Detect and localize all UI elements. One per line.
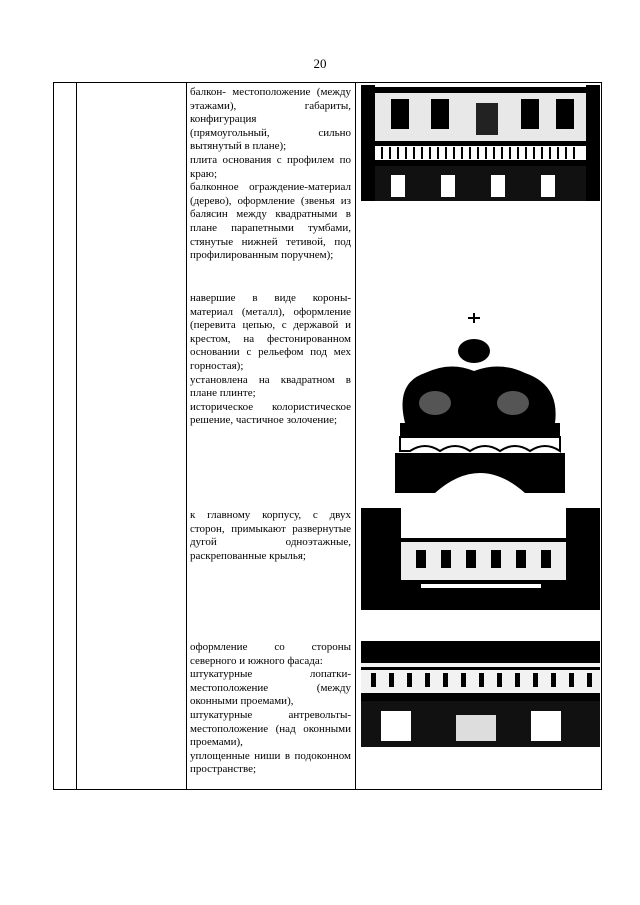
text-line: (прямоугольный, сильно вытянутый в плане); xyxy=(190,126,351,153)
page-number: 20 xyxy=(313,56,327,71)
column-divider xyxy=(76,83,77,789)
crown-finial-photo xyxy=(395,313,565,493)
text-line: балконное ограждение-материал (дерево), оформление (звенья из балясин между квадратными в плане парапетными тумбами, стянутые нижней тетивой, под профилированным поручнем); xyxy=(190,181,351,262)
text-line: плита основания с профилем по краю; xyxy=(190,153,351,180)
text-line: навершие в виде короны-материал (металл), оформление (перевита цепью, с державой и крестом, на фестонированном основании с рельефом под мех горностая); xyxy=(190,292,351,372)
wings-photo xyxy=(361,508,600,610)
row-4-description xyxy=(190,641,351,777)
facade-photo xyxy=(361,641,600,747)
text-line: уплощенные ниши в подоконном пространстве; xyxy=(190,749,351,776)
text-line: штукатурные лопатки-местоположение (между оконными проемами), xyxy=(190,668,351,708)
column-divider xyxy=(186,83,187,789)
text-line: историческое колористическое решение, частичное золочение; xyxy=(190,400,351,427)
text-line: балкон- местоположение (между этажами), габариты, конфигурация xyxy=(190,86,351,126)
text-line: штукатурные антревольты-местоположение (над оконными проемами), xyxy=(190,708,351,749)
text-line: оформление со стороны северного и южного фасада: xyxy=(190,641,351,667)
text-line: к главному корпусу, с двух сторон, примыкают развернутые дугой одноэтажные, раскрепованные крылья; xyxy=(190,509,351,562)
row-3-description xyxy=(190,509,351,563)
text-line: установлена на квадратном в плане плинте; xyxy=(190,373,351,400)
building-balcony-photo xyxy=(361,85,600,201)
column-divider xyxy=(355,83,356,789)
row-1-description xyxy=(190,86,351,263)
row-2-description xyxy=(190,292,351,428)
